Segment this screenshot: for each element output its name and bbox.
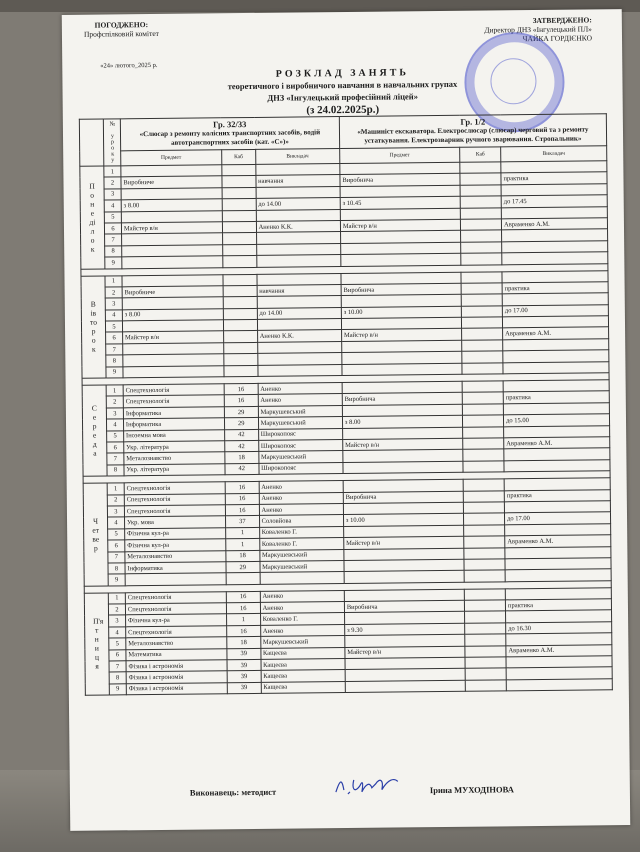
subject-2-cell: Виробнича [344, 600, 464, 613]
room-1-cell: 39 [227, 671, 261, 683]
lesson-number-cell: 3 [105, 298, 122, 310]
room-2-cell [464, 536, 505, 548]
teacher-2-cell: Авраменко А.М. [503, 327, 609, 339]
teacher-1-cell: Аненко К.К. [256, 221, 340, 233]
doc-subtitle-2: ДНЗ «Інгулецький професійний ліцей» [267, 91, 418, 103]
teacher-2-cell: до 17.00 [505, 512, 611, 524]
room-2-cell [464, 589, 505, 601]
teacher-1-cell: Соловйова [259, 515, 343, 527]
teacher-1-cell: Маркушевський [260, 636, 344, 648]
lesson-number-cell: 8 [108, 563, 125, 575]
room-2-cell [461, 283, 502, 295]
teacher-1-cell [260, 572, 344, 584]
room-1-cell: 18 [226, 550, 260, 562]
room-1-cell: 16 [225, 504, 259, 516]
subject-2-cell: з 10.45 [340, 196, 460, 209]
lesson-number-cell: 3 [104, 189, 121, 201]
room-1-cell: 1 [226, 539, 260, 551]
teacher-1-cell [257, 319, 341, 331]
room-2-cell [465, 634, 506, 646]
subject-1-cell: Виробниче [122, 286, 223, 298]
subject-1-cell: Інформатика [123, 418, 224, 430]
room-2-cell [462, 317, 503, 329]
room-1-cell [223, 274, 257, 286]
lesson-number-cell: 1 [108, 592, 125, 604]
room-2-cell [462, 340, 503, 352]
room-2-cell [461, 271, 502, 283]
room-2-cell [464, 559, 505, 571]
room-1-cell [224, 342, 258, 354]
lesson-number-cell: 9 [105, 257, 122, 269]
room-1-cell: 42 [225, 440, 259, 452]
teacher-1-cell [257, 341, 341, 353]
teacher-2-cell: Авраменко А.М. [504, 437, 610, 449]
teacher-2-cell: до 17.45 [501, 195, 607, 207]
teacher-1-cell: Аненко [260, 624, 344, 636]
lesson-number-cell: 7 [107, 453, 124, 465]
room-2-cell [461, 306, 502, 318]
teacher-1-cell: Кащеєва [261, 659, 345, 671]
subject-1-cell: Фізична кул-ра [124, 527, 225, 539]
room-1-cell: 1 [226, 614, 260, 626]
room-1-cell: 29 [226, 561, 260, 573]
group1-header [120, 117, 339, 151]
room-1-cell [223, 308, 257, 320]
lesson-number-cell: 4 [107, 419, 124, 431]
teacher-1-cell: Коваленко Г. [260, 613, 344, 625]
teacher-2-cell: до 16.30 [506, 622, 612, 634]
teacher-1-cell: Аненко [260, 602, 344, 614]
room-2-cell [461, 253, 502, 265]
lesson-number-cell: 6 [106, 332, 123, 344]
room-2-cell [460, 173, 501, 185]
subject-2-cell [345, 680, 465, 693]
teacher-2-cell: практика [502, 282, 608, 294]
room-2-cell [461, 219, 502, 231]
subject-1-cell: Іноземна мова [123, 429, 224, 441]
subject-1-cell: Металознавство [125, 550, 226, 562]
lesson-number-cell: 8 [105, 246, 122, 258]
subject-2-cell: Виробнича [342, 393, 462, 406]
subject-1-cell: Фізика і астрономія [126, 671, 227, 683]
teacher-1-cell [256, 243, 340, 255]
teacher-1-cell: Аненко [259, 481, 343, 493]
room-2-cell [465, 657, 506, 669]
day-name-1 [80, 166, 105, 269]
teacher-1-cell: Широкопояс [258, 428, 342, 440]
subject-1-cell: Математика [126, 648, 227, 660]
room-1-cell [222, 210, 256, 222]
group1-name: Гр. 32/33 [213, 119, 247, 130]
subject-1-cell: Металознавство [124, 452, 225, 464]
group1-desc: «Слюсар з ремонту колісних транспортних засобів, водій автотранспортних засобів (кат. «С»)» [139, 128, 321, 147]
day-label: Вівторок [89, 299, 97, 354]
room-2-cell [462, 392, 503, 404]
lesson-number-cell: 6 [108, 540, 125, 552]
room-1-cell [226, 573, 260, 585]
group2-desc: «Машиніст екскаватора. Електрослюсар (слюсар) черговий та з ремонту устаткування. Електрозварник ручного зварювання. Стропальник» [357, 125, 589, 145]
teacher-1-cell: навчання [257, 284, 341, 296]
room-1-cell [223, 331, 257, 343]
room-2-cell [460, 207, 501, 219]
subject-2-cell: Виробнича [341, 283, 461, 296]
subject-1-cell: Спецтехнологія [125, 591, 226, 603]
subject-2-cell: з 8.00 [342, 415, 462, 428]
doc-title: РОЗКЛАД ЗАНЯТЬ [275, 67, 410, 80]
lesson-number-cell: 6 [104, 223, 121, 235]
group2-header [339, 114, 606, 149]
room-2-cell [464, 502, 505, 514]
day-name-5 [84, 593, 109, 696]
teacher-2-cell: практика [505, 599, 611, 611]
subject-2-cell: Майстер в/н [340, 219, 460, 232]
lesson-number-cell: 4 [109, 627, 126, 639]
lesson-number-cell: 1 [106, 385, 123, 397]
subject-1-cell: Спецтехнологія [124, 482, 225, 494]
subject-1-cell: Фізика і астрономія [126, 683, 227, 695]
lesson-number-cell: 7 [108, 551, 125, 563]
room-2-cell [462, 362, 503, 374]
room-1-cell: 18 [225, 452, 259, 464]
subject-1-cell: Фізична кул-ра [125, 614, 226, 626]
day-name-4 [83, 483, 108, 586]
teacher-1-cell [256, 255, 340, 267]
teacher-1-cell [256, 186, 340, 198]
lesson-number-cell: 6 [109, 649, 126, 661]
teacher-2-cell: Авраменко А.М. [501, 218, 607, 230]
lesson-number-cell: 6 [107, 442, 124, 454]
teacher-1-cell: Кащеєва [260, 647, 344, 659]
left-title: ПОГОДЖЕНО: [94, 20, 149, 30]
subject-1-cell: Фізична кул-ра [125, 539, 226, 551]
subject-2-cell: Майстер в/н [344, 536, 464, 549]
lesson-number-cell: 7 [109, 661, 126, 673]
room-1-cell [222, 233, 256, 245]
subject-2-cell: Виробнича [340, 174, 460, 187]
teacher-1-cell [258, 364, 342, 376]
teacher-header-1: Викладач [255, 149, 339, 165]
room-2-cell [463, 415, 504, 427]
day-header [79, 119, 104, 166]
subject-1-cell: Укр. література [124, 464, 225, 476]
room-2-cell [461, 294, 502, 306]
room-1-cell [222, 199, 256, 211]
lesson-number-cell: 2 [104, 177, 121, 189]
schedule-table [79, 113, 613, 696]
teacher-1-cell: навчання [256, 175, 340, 187]
room-1-cell [222, 164, 256, 176]
subject-1-cell: Фізика і астрономія [126, 660, 227, 672]
room-1-cell: 42 [225, 429, 259, 441]
room-2-cell [465, 668, 506, 680]
teacher-1-cell: Кащеєва [261, 681, 345, 693]
subject-2-cell: з 10.00 [343, 514, 463, 527]
teacher-1-cell: Аненко [258, 383, 342, 395]
room-1-cell: 16 [226, 602, 260, 614]
room-2-cell [464, 547, 505, 559]
teacher-2-cell: до 15.00 [503, 414, 609, 426]
teacher-1-cell [255, 164, 339, 176]
lesson-number-cell: 2 [106, 396, 123, 408]
subject-header-2: Предмет [340, 147, 460, 163]
teacher-1-cell: Аненко [259, 503, 343, 515]
room-1-cell [223, 244, 257, 256]
lesson-number-cell: 3 [107, 506, 124, 518]
teacher-1-cell: Кащеєва [261, 670, 345, 682]
room-2-cell [461, 230, 502, 242]
lesson-number-cell: 8 [107, 465, 124, 477]
teacher-2-cell: до 17.00 [502, 304, 608, 316]
room-2-cell [463, 449, 504, 461]
room-2-cell [463, 438, 504, 450]
teacher-1-cell: Маркушевський [260, 560, 344, 572]
lesson-number-cell: 2 [108, 604, 125, 616]
lesson-number-cell: 9 [109, 684, 126, 696]
room-2-cell [465, 645, 506, 657]
room-2-cell [464, 525, 505, 537]
subject-2-cell: Виробнича [343, 491, 463, 504]
day-label: Четвер [92, 516, 100, 553]
subject-1-cell: Виробниче [121, 176, 222, 188]
room-2-cell [465, 623, 506, 635]
teacher-1-cell: Маркушевський [258, 451, 342, 463]
lesson-number-cell: 8 [109, 672, 126, 684]
teacher-1-cell [256, 209, 340, 221]
subject-1-cell: з 8.00 [122, 308, 223, 320]
doc-date: (з 24.02.2025р.) [306, 103, 380, 117]
left-date: «24» лютого_2025 р. [100, 61, 158, 70]
room-1-cell [223, 256, 257, 268]
room-2-cell [462, 381, 503, 393]
room-1-cell: 39 [227, 682, 261, 694]
teacher-1-cell: Маркушевський [258, 417, 342, 429]
lesson-number-cell: 3 [106, 408, 123, 420]
day-label: П'ятниця [93, 616, 104, 672]
subject-1-cell: Спецтехнологія [123, 395, 224, 407]
room-1-cell: 1 [226, 527, 260, 539]
subject-1-cell: Спецтехнологія [123, 384, 224, 396]
subject-1-cell: Майстер в/н [121, 222, 222, 234]
teacher-2-cell [506, 679, 612, 691]
room-1-cell: 39 [227, 648, 261, 660]
right-subtitle: Директор ДНЗ «Інгулецький ПЛ» [484, 24, 592, 35]
lesson-number-cell: 4 [108, 517, 125, 529]
teacher-1-cell [256, 232, 340, 244]
room-1-cell [222, 176, 256, 188]
lesson-number-cell: 9 [108, 574, 125, 586]
teacher-1-cell [257, 273, 341, 285]
lesson-number-cell: 1 [104, 166, 121, 178]
day-label: Понеділок [89, 181, 96, 254]
teacher-header-2: Викладач [501, 146, 607, 162]
room-1-cell [222, 221, 256, 233]
teacher-1-cell: Широкопояс [258, 440, 342, 452]
lesson-number-cell: 7 [105, 234, 122, 246]
approval-left [84, 20, 159, 39]
subject-1-cell: Спецтехнологія [126, 626, 227, 638]
lesson-number-header: № уроку [103, 119, 120, 166]
subject-1-cell: Спецтехнологія [124, 505, 225, 517]
room-1-cell: 29 [224, 418, 258, 430]
lesson-number-cell: 7 [106, 344, 123, 356]
room-1-cell [223, 285, 257, 297]
right-title: ЗАТВЕРДЖЕНО: [532, 15, 592, 26]
handwritten-signature-icon [332, 773, 402, 798]
schedule-document [62, 9, 631, 831]
subject-2-cell: Майстер в/н [345, 646, 465, 659]
room-2-cell [463, 479, 504, 491]
day-name-2 [81, 276, 106, 379]
room-2-cell [461, 242, 502, 254]
room-2-cell [460, 185, 501, 197]
day-label: Середа [91, 403, 97, 458]
lesson-number-cell: 3 [109, 615, 126, 627]
teacher-1-cell: Аненко [260, 590, 344, 602]
executor-name: Ірина МУХОДІНОВА [429, 784, 514, 796]
room-2-cell [465, 680, 506, 692]
executor-label: Виконавець: методист [189, 786, 277, 798]
subject-2-cell: Майстер в/н [341, 329, 461, 342]
lesson-number-cell: 2 [107, 494, 124, 506]
right-subtitle-2: ЧАЙКА ГОРДІЄНКО [522, 33, 593, 44]
room-1-cell: 16 [226, 591, 260, 603]
teacher-1-cell: до 14.00 [257, 307, 341, 319]
room-1-cell: 18 [227, 637, 261, 649]
teacher-2-cell: Авраменко А.М. [505, 535, 611, 547]
subject-1-cell: Інформатика [123, 407, 224, 419]
lesson-number-cell: 5 [107, 430, 124, 442]
teacher-1-cell: до 14.00 [256, 198, 340, 210]
room-1-cell [224, 365, 258, 377]
subject-1-cell: Інформатика [125, 562, 226, 574]
day-name-3 [82, 385, 107, 476]
room-2-cell [462, 328, 503, 340]
room-1-cell [222, 187, 256, 199]
room-2-cell [460, 162, 501, 174]
lesson-number-cell: 4 [104, 200, 121, 212]
room-1-cell: 39 [227, 659, 261, 671]
lesson-number-cell: 8 [106, 355, 123, 367]
room-2-cell [462, 351, 503, 363]
room-1-cell [223, 297, 257, 309]
room-1-cell: 16 [225, 493, 259, 505]
teacher-1-cell: Широкопояс [259, 462, 343, 474]
teacher-1-cell: Коваленко Г. [259, 538, 343, 550]
teacher-1-cell: Коваленко Г. [259, 526, 343, 538]
left-subtitle: Профспілковий комітет [83, 28, 159, 39]
subject-1-cell: Укр. література [124, 441, 225, 453]
lesson-number-cell: 4 [105, 310, 122, 322]
subject-2-cell: Майстер в/н [343, 438, 463, 451]
subject-1-cell: з 8.00 [121, 199, 222, 211]
room-1-cell: 37 [225, 516, 259, 528]
subject-1-cell: Спецтехнологія [124, 493, 225, 505]
teacher-1-cell [257, 353, 341, 365]
doc-subtitle-1: теоретичного і виробничого навчання в навчальних групах [227, 78, 458, 92]
lesson-number-cell: 5 [108, 529, 125, 541]
teacher-1-cell: Маркушевський [259, 549, 343, 561]
teacher-1-cell: Маркушевський [258, 405, 342, 417]
room-1-cell: 16 [224, 395, 258, 407]
teacher-1-cell: Аненко [259, 492, 343, 504]
room-2-cell [463, 426, 504, 438]
room-1-cell: 42 [225, 463, 259, 475]
room-1-cell: 16 [224, 383, 258, 395]
lesson-number-cell: 1 [105, 275, 122, 287]
room-2-cell [464, 570, 505, 582]
lesson-number-cell: 1 [107, 483, 124, 495]
lesson-number-cell: 2 [105, 287, 122, 299]
room-1-cell [224, 354, 258, 366]
lesson-number-cell: 5 [109, 638, 126, 650]
teacher-2-cell: практика [504, 489, 610, 501]
room-1-cell: 29 [224, 406, 258, 418]
room-2-cell [464, 513, 505, 525]
teacher-1-cell: Аненко [258, 394, 342, 406]
room-2-cell [463, 461, 504, 473]
room-header-1: Каб [222, 149, 256, 164]
room-2-cell [465, 600, 506, 612]
subject-2-cell: з 10.00 [341, 306, 461, 319]
teacher-2-cell: практика [503, 391, 609, 403]
lesson-number-cell: 5 [105, 321, 122, 333]
teacher-2-cell: Авраменко А.М. [506, 644, 612, 656]
room-1-cell: 16 [227, 625, 261, 637]
room-1-cell: 16 [225, 482, 259, 494]
subject-header-1: Предмет [121, 150, 222, 166]
room-2-cell [462, 404, 503, 416]
subject-1-cell: Майстер в/н [122, 331, 223, 343]
subject-1-cell: Укр. мова [124, 516, 225, 528]
room-1-cell [223, 320, 257, 332]
group2-name: Гр. 1/2 [460, 116, 486, 127]
room-2-cell [465, 611, 506, 623]
room-2-cell [460, 196, 501, 208]
subject-1-cell: Металознавство [126, 637, 227, 649]
subject-2-cell: з 9.30 [344, 623, 464, 636]
room-2-cell [463, 490, 504, 502]
teacher-1-cell [257, 296, 341, 308]
room-header-2: Каб [460, 147, 501, 162]
teacher-1-cell: Аненко К.К. [257, 330, 341, 342]
lesson-number-cell: 9 [106, 366, 123, 378]
lesson-number-cell: 5 [104, 211, 121, 223]
subject-1-cell: Спецтехнологія [125, 603, 226, 615]
teacher-2-cell: практика [501, 172, 607, 184]
